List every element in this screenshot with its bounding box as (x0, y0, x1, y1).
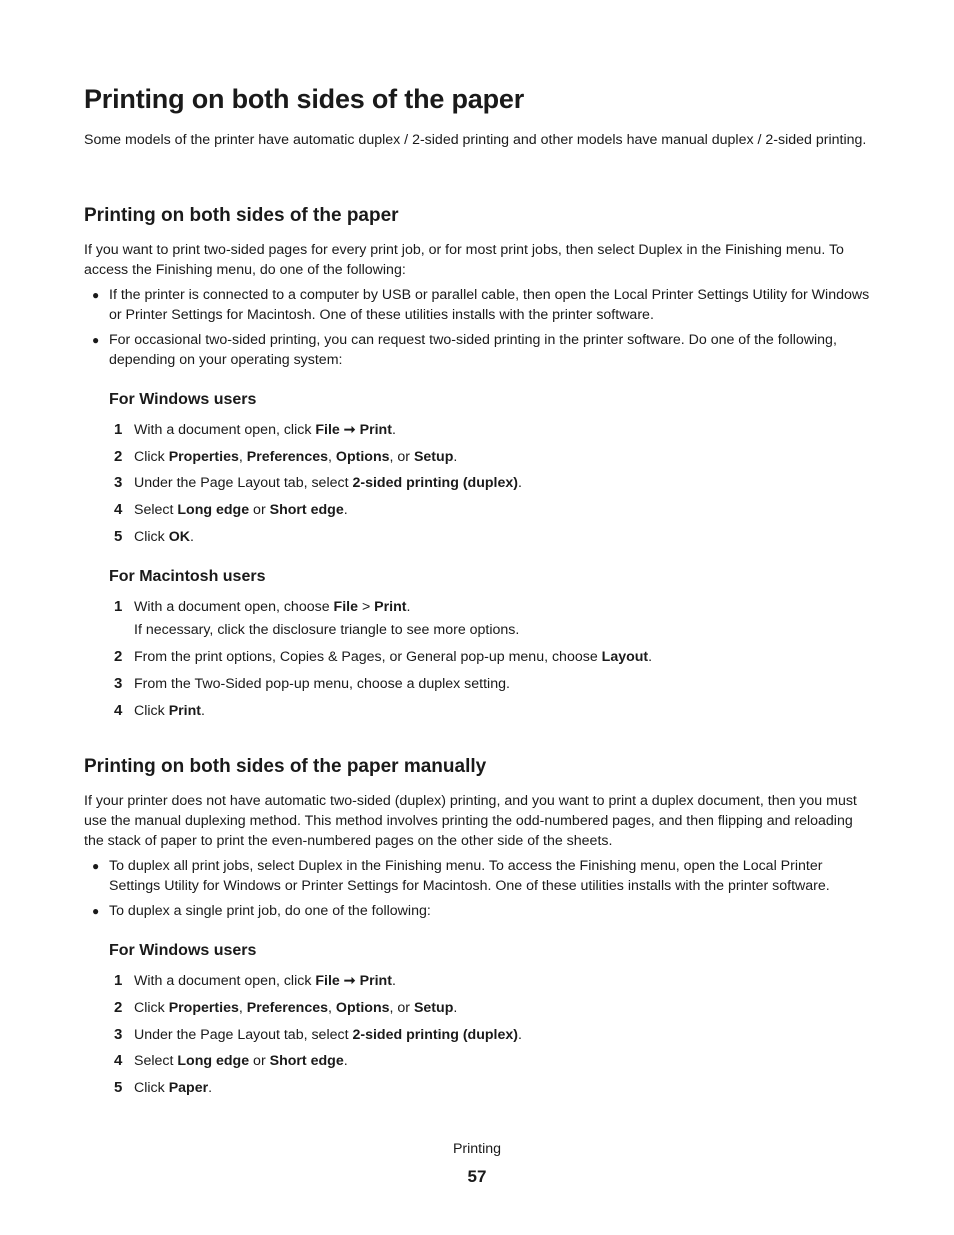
manual-windows-step-3 (109, 1025, 522, 1045)
intro-paragraph: Some models of the printer have automatic duplex / 2-sided printing and other models have manual duplex / 2-sided printing. (84, 132, 867, 148)
bullet-text: For occasional two-sided printing, you can request two-sided printing in the printer software. Do one of the following, depending on your operating system: (109, 332, 837, 368)
step-text: Click Properties, Preferences, Options, or Setup. (134, 449, 458, 465)
step-number: 2 (114, 648, 123, 665)
mac-step-3 (109, 674, 510, 694)
section2-paragraph: If your printer does not have automatic two-sided (duplex) printing, and you want to print a duplex document, then you must use the manual duplexing method. This method involves printing the odd-numbered pages, and then flipping and reloading the stack of paper to print the even-numbered pages on the other side of the sheets. (84, 793, 857, 849)
bullet-icon: ● (92, 333, 100, 347)
manual-windows-step-4 (109, 1051, 348, 1071)
step-number: 1 (114, 972, 123, 989)
bullet-icon: ● (92, 904, 100, 918)
step-text: Click OK. (134, 529, 194, 545)
page-number: 57 (467, 1167, 487, 1186)
windows-step-5 (109, 527, 194, 547)
step-text: With a document open, click File ➞ Print. (134, 973, 396, 989)
manual-windows-step-2 (109, 998, 457, 1018)
page-title: Printing on both sides of the paper (84, 84, 525, 114)
bullet-icon: ● (92, 859, 100, 873)
step-text: Under the Page Layout tab, select 2-sided printing (duplex). (134, 1027, 522, 1043)
step-number: 4 (114, 1052, 123, 1069)
bullet-text: If the printer is connected to a computer by USB or parallel cable, then open the Local Printer Settings Utility for Windows or Printer Settings for Macintosh. One of these utilities installs with the printer software. (109, 287, 870, 323)
section2-bullet-2 (84, 901, 874, 921)
section1-bullet-2 (84, 330, 874, 370)
step-text: Click Properties, Preferences, Options, or Setup. (134, 1000, 458, 1016)
step-number: 1 (114, 598, 123, 615)
step-number: 4 (114, 501, 123, 518)
step-number: 3 (114, 675, 123, 692)
subheading-windows-users-manual: For Windows users (109, 942, 257, 959)
section-heading-automatic: Printing on both sides of the paper (84, 205, 399, 226)
windows-step-1 (109, 420, 396, 440)
step-number: 4 (114, 702, 123, 719)
step-text: Select Long edge or Short edge. (134, 502, 348, 518)
subheading-macintosh-users: For Macintosh users (109, 568, 266, 585)
bullet-text: To duplex a single print job, do one of the following: (109, 903, 431, 919)
manual-windows-step-1 (109, 971, 396, 991)
step-text: Click Print. (134, 703, 205, 719)
bullet-text: To duplex all print jobs, select Duplex in the Finishing menu. To access the Finishing menu, open the Local Printer Settings Utility for Windows or Printer Settings for Macintosh. One of these utilities installs with the printer software. (109, 858, 830, 894)
section-heading-manual: Printing on both sides of the paper manually (84, 756, 487, 777)
windows-step-3 (109, 473, 522, 493)
footer-chapter-label: Printing (452, 1141, 502, 1157)
step-text: From the print options, Copies & Pages, or General pop-up menu, choose Layout. (134, 649, 653, 665)
manual-windows-step-5 (109, 1078, 212, 1098)
step-text: Under the Page Layout tab, select 2-sided printing (duplex). (134, 475, 522, 491)
windows-step-4 (109, 500, 348, 520)
step-number: 5 (114, 1079, 123, 1096)
step-number: 3 (114, 1026, 123, 1043)
step-number: 2 (114, 999, 123, 1016)
section1-paragraph: If you want to print two-sided pages for every print job, or for most print jobs, then select Duplex in the Finishing menu. To access the Finishing menu, do one of the following: (84, 242, 844, 278)
step-text: With a document open, choose File > Print. (134, 599, 411, 615)
mac-step-4 (109, 701, 205, 721)
step-text: With a document open, click File ➞ Print. (134, 422, 396, 438)
step-note: If necessary, click the disclosure triangle to see more options. (134, 622, 520, 638)
step-text: Click Paper. (134, 1080, 213, 1096)
step-text: Select Long edge or Short edge. (134, 1053, 348, 1069)
step-number: 3 (114, 474, 123, 491)
section1-bullet-1 (84, 285, 874, 325)
subheading-windows-users: For Windows users (109, 391, 257, 408)
step-text: From the Two-Sided pop-up menu, choose a duplex setting. (134, 676, 510, 692)
mac-step-1 (109, 597, 410, 617)
section2-bullet-1 (84, 856, 874, 896)
mac-step-1-note (109, 620, 519, 640)
windows-step-2 (109, 447, 457, 467)
mac-step-2 (109, 647, 652, 667)
step-number: 1 (114, 421, 123, 438)
step-number: 2 (114, 448, 123, 465)
bullet-icon: ● (92, 288, 100, 302)
step-number: 5 (114, 528, 123, 545)
